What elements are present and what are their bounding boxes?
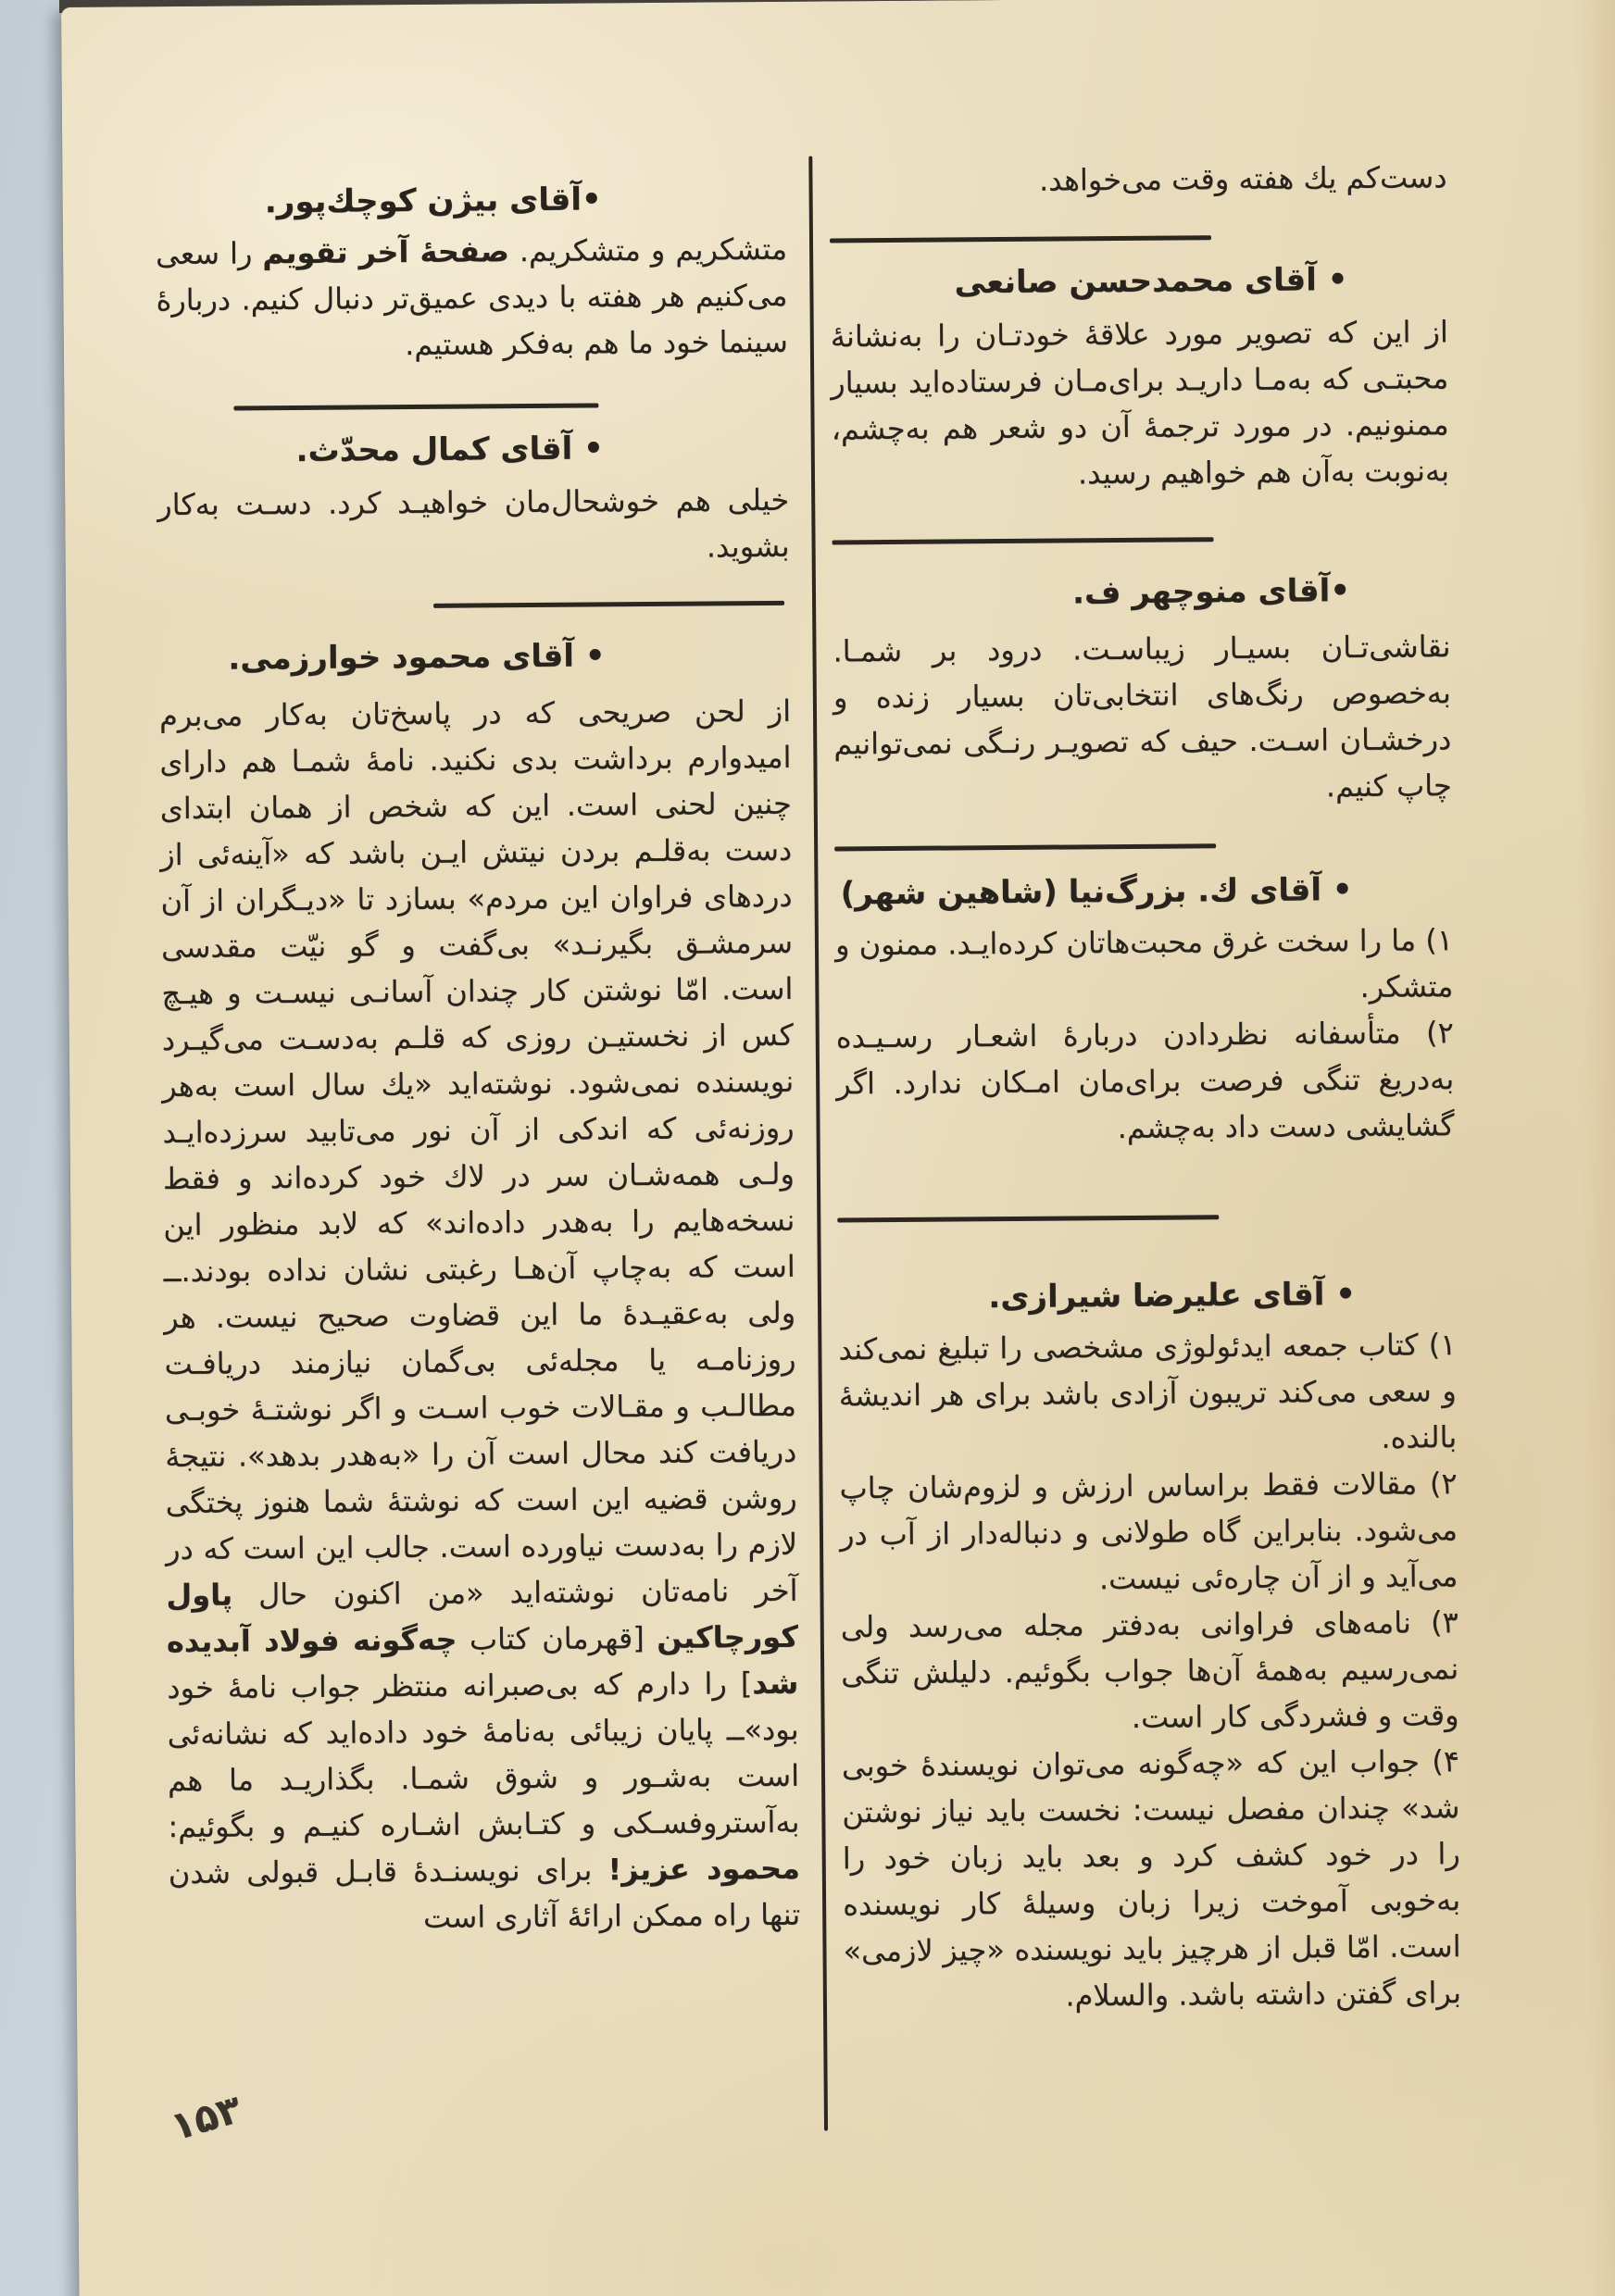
magazine-page [61,0,1615,2296]
paragraph [157,477,790,574]
paragraph [839,1460,1458,1603]
text-run: از این که تصویر مورد علاقهٔ خودتـان را به‌نشانهٔ محبتـی که به‌مـا داریـد برای‌مـان فرستاده‌اید بسیار ممنونیم. در مورد ترجمهٔ آن دو شعر هم به‌چشم، به‌نوبت به‌آن هم خواهیم رسید. [830,314,1450,492]
text-run: متشکریم و متشکریم. [508,231,788,269]
column-right [828,0,1461,2020]
text-run: دست‌کم يك هفته وقت می‌خواهد. [1038,159,1447,198]
section-divider [837,1215,1219,1222]
paragraph [841,1599,1459,1742]
section-heading: •آقای منوچهر ف. [1071,572,1351,612]
column-left [154,2,800,1942]
text-run: از لحن صریحی که در پاسخ‌تان به‌کار می‌برم امیدوارم برداشت بدی نکنید. نامهٔ شمـا هم دارای چنین لحنی است. این که شخص از همان ابتدای دست به‌قلـم بردن نیتش ایـن باشد که «آینه‌ئی از دردهای فراوان این مردم» بسازد تا «دیـگران از آن سرمشـق بگیرنـد» بی‌گفت و گو نیّت مقدسی است. امّا نوشتن کار چندان آسانـی نیسـت و هیـچ کس از نخستیـن روزی که قلـم به‌دسـت می‌گیـرد نویسنده نمی‌شود. نوشته‌اید «یك سال است به‌هر روزنه‌ئی که اندکی از آن نور می‌تابید سرزده‌ایـد ولـی همه‌شـان سر در لاك خود کرده‌اند و فقط نسخه‌هایم را به‌هدر داده‌اند» که لابد منظور این است که به‌چاپ آن‌هـا رغبتی نشان نداده بودند.ــ ولی به‌عقیـدهٔ ما این قضاوت صحیح نیست. هر روزنامـه یا مجله‌ئی بی‌گمان نیازمند دریافـت مطالـب و مقـالات خوب اسـت و اگر نوشتـهٔ خوبـی دریافت کند محال است آن را «به‌هدر بدهد». نتیجهٔ روشن قضیه این است که نوشتهٔ شما هنوز پختگی لازم را به‌دست نیاورده است. جالب این است که در آخر نامه‌تان نوشته‌اید «من اکنون حال [158,693,798,1613]
section-divider [830,235,1211,243]
section-divider [233,403,598,410]
paragraph [833,623,1452,813]
section-heading: • آقای کمال محدّث. [295,430,604,470]
text-run: ۳) نامه‌های فراوانی به‌دفتر مجله می‌رسد ولی نمی‌رسیم به‌همهٔ آن‌ها جواب بگوئیم. دلیلش تنگی وقت و فشردگی کار است. [840,1604,1459,1735]
column-divider [808,156,828,2131]
text-run: ۲) مقالات فقط براساس ارزش و لزوم‌شان چاپ می‌شود. بنابراین گاه طولانی و دنباله‌دار از آب در می‌آید و از آن چاره‌ئی نیست. [839,1466,1459,1597]
text-run: ۱) ما را سخت غرق محبت‌هاتان کرده‌ایـد. ممنون و متشکر. [834,922,1454,1005]
paragraph [835,917,1454,1014]
section-heading: • آقای محمدحسن صانعی [954,261,1348,302]
bold-text-run: صفحهٔ آخر تقویم [262,233,509,271]
text-run: نقاشی‌تـان بسیـار زیباسـت. درود بر شمـا. به‌خصوص رنگ‌های انتخابی‌تان بسیار زنده و درخشـان اسـت. حیف که تصویـر رنـگی نمی‌توانیم چاپ کنیم. [833,629,1452,805]
section-heading: • آقای محمود خوارزمی. [228,637,606,678]
paragraph [159,688,801,1942]
text-run: خیلی هم خوشحال‌مان خواهیـد کرد. دسـت به‌کار بشوید. [157,481,790,565]
section-heading: • آقای علیرضا شیرازی. [988,1276,1357,1316]
text-run: ۱) کتاب جمعه ایدئولوژی مشخصی را تبلیغ نمی‌کند و سعی می‌کند تریبون آزادی باشد برای هر اندیشهٔ بالنده. [838,1327,1458,1455]
text-run: ۴) جواب این که «چه‌گونه می‌توان نویسندهٔ خوبی شد» چندان مفصل نیست: نخست باید نیاز نوشتن را در خود کشف کرد و بعد باید زبان خود را به‌خوبی آموخت زیرا زبان وسیلهٔ کار نویسنده است. امّا قبل از هرچیز باید نویسنده «چیز لازمی» برای گفتن داشته باشد. والسلام. [841,1743,1462,2014]
text-run: [قهرمان کتاب [457,1620,657,1657]
paragraph [838,1321,1457,1465]
section-divider [433,601,784,608]
text-run: برای نویسنـدهٔ قابـل قبولی شدن تنها راه ممکن ارائهٔ آثاری است [168,1852,801,1935]
text-run: را سعی می‌کنیم هر هفته با دیدی عمیق‌تر دنبال کنیم. دربارهٔ سینما خود ما هم به‌فکر هستیم. [155,235,789,363]
section-heading: • آقای ك. بزرگ‌نیا (شاهین شهر) [840,871,1353,913]
section-divider [833,537,1214,544]
paragraph [831,308,1450,498]
text-run: ۲) متأسفانه نظردادن دربارهٔ اشعـار رسـیـده به‌دریغ تنگی فرصت برای‌مان امـکان ندارد. اگر گشایشی دست داد به‌چشم. [835,1015,1455,1146]
bold-text-run: چه‌گونه فولاد آبدیده شد [166,1621,799,1702]
paragraph [829,154,1446,205]
section-heading: •آقای بیژن کوچك‌پور. [264,181,602,221]
text-run: ] را دارم که بی‌صبرانه منتظر جواب نامهٔ خود بود»ــ پایان زیبائی به‌نامهٔ خود داده‌اید که نشانه‌ئی است به‌شـور و شوق شمـا. بگذاریـد ما هم به‌آستروفسـکی و کتـابش اشـاره کنیـم و بگوئیم: [167,1666,800,1845]
paragraph [842,1738,1461,2020]
paragraph [156,226,788,369]
section-divider [834,843,1216,851]
page-number: ۱۵۳ [165,2085,247,2150]
bold-text-run: محمود عزیز! [607,1850,800,1888]
bold-text-run: پاول کورچاکین [166,1577,799,1656]
paragraph [836,1009,1455,1153]
